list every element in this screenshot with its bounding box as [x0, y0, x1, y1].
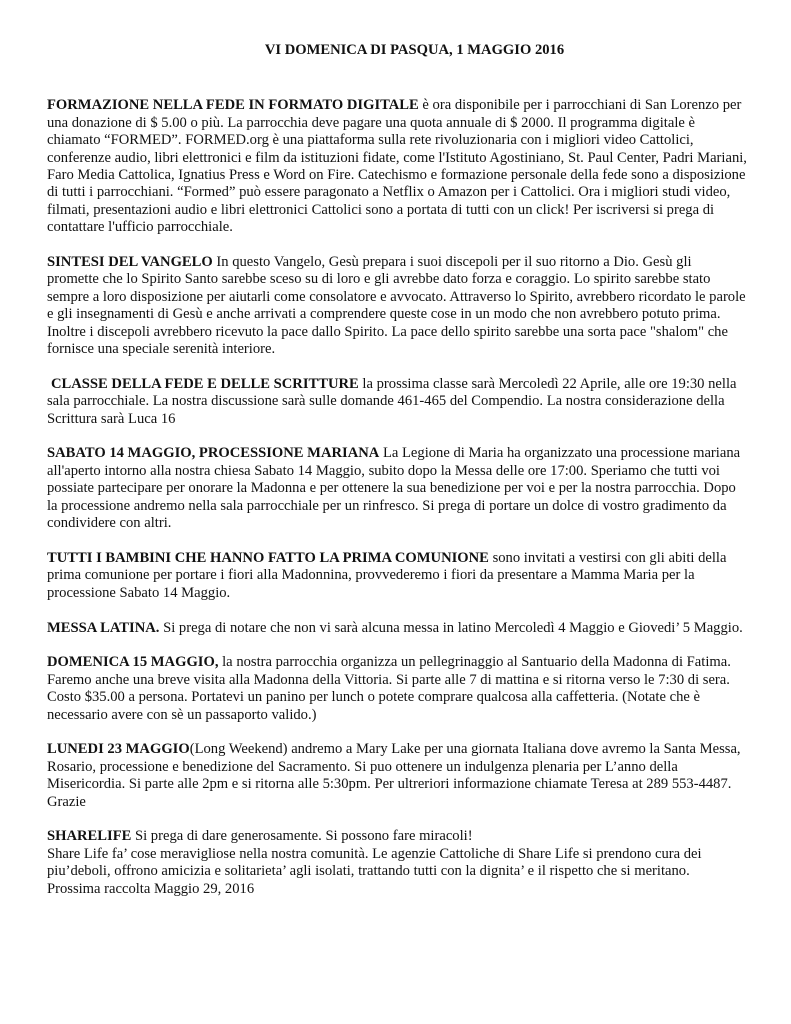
section-pellegrinaggio-fatima	[47, 654, 747, 724]
section-body: la nostra parrocchia organizza un pellegrinaggio al Santuario della Madonna di Fatima. Faremo anche una breve visita alla Madonna della Vittoria. Si parte alle 7 di mattina e si ritorna verso le 7:30 di sera. Costo $35.00 a persona. Portatevi un panino per lunch o potete comprare qualcosa alla caffetteria. (Notate che è necessario avere con sè un passaporto valido.)	[47, 654, 731, 723]
section-mary-lake	[47, 741, 747, 811]
section-heading: SHARELIFE	[47, 828, 132, 845]
section-heading: DOMENICA 15 MAGGIO,	[47, 654, 219, 671]
section-body: è ora disponibile per i parrocchiani di San Lorenzo per una donazione di $ 5.00 o più. La parrocchia deve pagare una quota annuale di $ 2000. Il programma digitale è chiamato “FORMED”. FORMED.org è una piattaforma sulla rete rivoluzionaria con i migliori video Cattolici, conferenze audio, libri elettronici e film da istituzioni fidate, come l'Istituto Agostiniano, St. Paul Center, Padri Mariani, Faro Media Cattolica, Ignatius Press e Word on Fire. Catechismo e formazione personale della fede sono a disposizione di tutti i parrocchiani. “Formed” può essere paragonato a Netflix o Amazon per i Cattolici. Ora i migliori studi video, filmati, presentazioni audio e libri elettronici Cattolici sono a portata di tutti con un click! Per iscriversi si prega di contattare l'ufficio parrocchiale.	[47, 97, 747, 236]
section-body: (Long Weekend) andremo a Mary Lake per una giornata Italiana dove avremo la Santa Messa, Rosario, processione e benedizione del Sacramento. Si puo ottenere un indulgenza plenaria per L’anno della Misericordia. Si parte alle 2pm e si ritorna alle 5:30pm. Per ultreriori informazione chiamate Teresa at 289 553-4487. Grazie	[47, 741, 741, 810]
section-heading: MESSA LATINA.	[47, 619, 160, 636]
section-classe-fede	[47, 376, 747, 428]
section-prima-comunione	[47, 550, 747, 602]
section-body: Si prega di notare che non vi sarà alcuna messa in latino Mercoledì 4 Maggio e Giovedi’ 5 Maggio.	[159, 619, 743, 636]
section-heading: SINTESI DEL VANGELO	[47, 254, 213, 271]
bulletin-page	[47, 42, 747, 915]
section-messa-latina	[47, 620, 747, 637]
section-heading: FORMAZIONE NELLA FEDE IN FORMATO DIGITALE	[47, 97, 419, 114]
section-processione-mariana	[47, 445, 747, 532]
section-body-line: Prossima raccolta Maggio 29, 2016	[47, 880, 255, 897]
page-title: VI DOMENICA DI PASQUA, 1 MAGGIO 2016	[264, 42, 565, 58]
section-heading: LUNEDI 23 MAGGIO	[47, 741, 190, 758]
section-formazione	[47, 97, 747, 236]
section-heading: TUTTI I BAMBINI CHE HANNO FATTO LA PRIMA COMUNIONE	[47, 549, 489, 566]
section-heading: CLASSE DELLA FEDE E DELLE SCRITTURE	[51, 375, 359, 392]
section-body: Si prega di dare generosamente. Si possono fare miracoli!	[131, 828, 473, 845]
section-sharelife	[47, 828, 747, 898]
section-heading: SABATO 14 MAGGIO, PROCESSIONE MARIANA	[47, 445, 380, 462]
section-body: La Legione di Maria ha organizzato una processione mariana all'aperto intorno alla nostra chiesa Sabato 14 Maggio, subito dopo la Messa delle ore 17:00. Speriamo che tutti voi possiate partecipare per onorare la Madonna e per ottenere la sua benedizione per voi e per la nostra parrocchia. Dopo la processione andremo nella sala parrocchiale per un rinfresco. Si prega di portare un dolce di vostro gradimento da condividere con altri.	[47, 445, 741, 532]
section-body: la prossima classe sarà Mercoledì 22 Aprile, alle ore 19:30 nella sala parrocchiale. La nostra discussione sarà sulle domande 461-465 del Compendio. La nostra considerazione della Scrittura sarà Luca 16	[47, 375, 737, 427]
section-body: In questo Vangelo, Gesù prepara i suoi discepoli per il suo ritorno a Dio. Gesù gli promette che lo Spirito Santo sarebbe sceso su di loro e gli avrebbe dato forza e coraggio. Lo spirito sarebbe stato sempre a loro disposizione per aiutarli come consolatore e avvocato. Attraverso lo Spirito, avrebbero ricordato le parole e gli insegnamenti di Gesù e anche arrivati a comprendere queste cose in un modo che non avrebbero potuto prima. Inoltre i discepoli avrebbero ricevuto la pace dallo Spirito. La pace dello spirito sarebbe una sorta pace "shalom" che fornisce una speciale serenità interiore.	[47, 254, 746, 358]
section-body: sono invitati a vestirsi con gli abiti della prima comunione per portare i fiori alla Madonnina, provvederemo i fiori da presentare a Mamma Maria per la processione Sabato 14 Maggio.	[47, 549, 727, 601]
section-body-line: Share Life fa’ cose meravigliose nella nostra comunità. Le agenzie Cattoliche di Share Life si prendono cura dei piu’deboli, offrono amicizia e solitarieta’ agli isolati, trattando tutti con la dignita’ e il rispetto che si meritano.	[47, 845, 702, 880]
section-sintesi-vangelo	[47, 254, 747, 358]
